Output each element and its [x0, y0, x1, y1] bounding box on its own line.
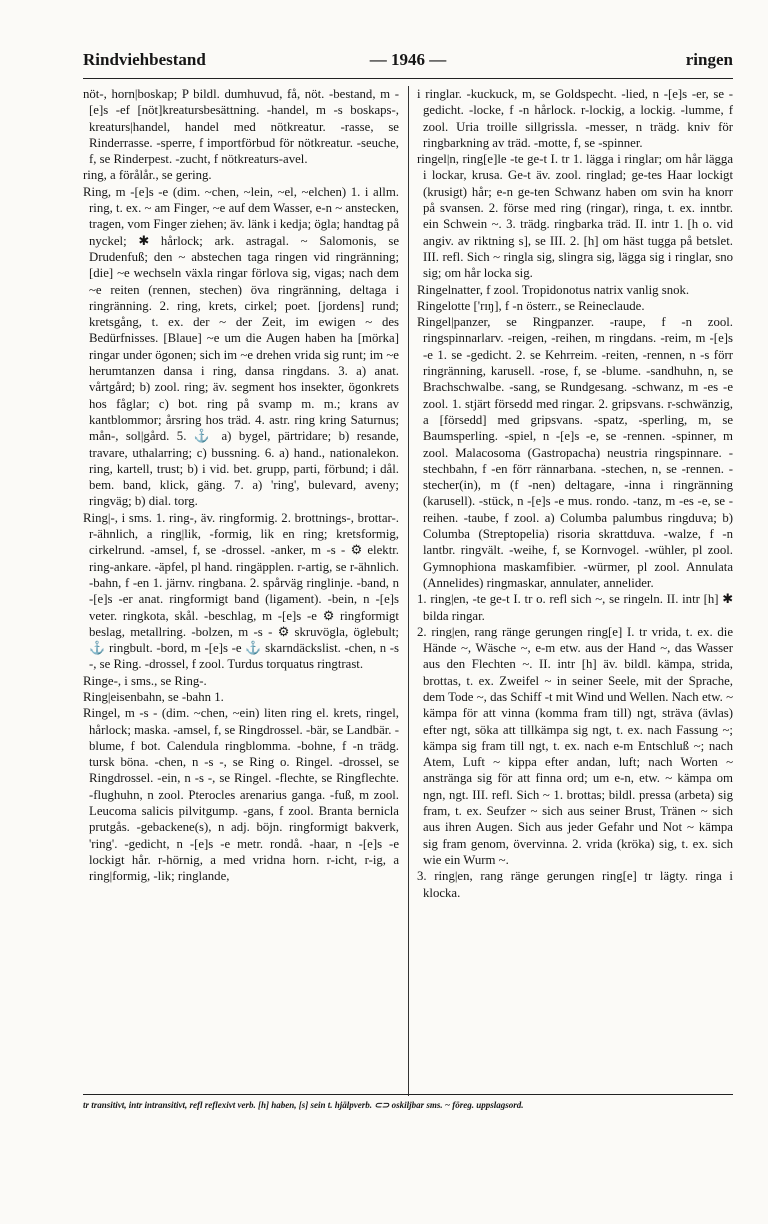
- dictionary-entry: Ring|eisenbahn, se -bahn 1.: [83, 689, 224, 704]
- running-header: [83, 50, 733, 72]
- dictionary-entry: 3. ring|en, rang ränge gerungen ring[e] tr lägty. ringa i klocka.: [417, 869, 733, 900]
- dictionary-entry: Ring, m -[e]s -e (dim. ~chen, ~lein, ~el, ~elchen) 1. i allm. ring, t. ex. ~ am Finger, ~e auf dem Wasser, e-n ~ anstecken, tragen, vom Finger ziehen; äv. länk i kedja; ögla; handtag på nyckel; ✱ hårlock; ark. astragal. ~ Salomonis, se Drudenfuß; den ~ abstechen taga ringen vid ringränning; [die] ~e wechseln växla ringar förlova sig, vigas; nach dem ~e reiten (rennen, stechen) öva ringränning, deltaga i ringränning. 2. ring, krets, cirkel; poet. [jordens] rund; kretsgång, t. ex. der ~ der Zeit, im ewigen ~ des Bedürfnisses. [Blaue] ~e um die Augen haben ha [mörka] ringar under ögonen; sich im ~e drehen vrida sig runt; im ~e herumtanzen dansa i ring, dansa ringdans. 3. a) anat. vårtgård; b) zool. ring; äv. segment hos insekter, ögonkrets hos fåglar; c) bot. ring på svamp m. m.; krans av kantblommor; årsring hos träd. 4. astr. ring kring Saturnus; mån-, sol|gård. 5. ⚓ a) bygel, pärtridare; b) resande, travare, uthalarring; c) bussning. 6. a) hand., nationalekon. ring, kartell, trust; b) i vid. bet. grupp, parti, förbund; i dål. bem. band, klick, gäng. 7. a) 'ring', bulevard, aveny; ringväg; b) dial. torg.: [83, 184, 399, 509]
- header-rule: [83, 78, 733, 79]
- dictionary-entry: nöt-, horn|boskap; P bildl. dumhuvud, få, nöt. -bestand, m -[e]s -ef [nöt]kreatursbesättning. -handel, m -s boskaps-, kreaturs|handel, handel med nötkreatur. -rasse, se Rinderrasse. -sperre, f importförbud för nötkreatur. -seuche, f, se Rinderpest. -zucht, f nötkreaturs-avel.: [83, 87, 399, 167]
- column-divider: [408, 86, 409, 1096]
- footer-rule: [83, 1094, 733, 1095]
- dictionary-entry: Ringel, m -s - (dim. ~chen, ~ein) liten ring el. krets, ringel, hårlock; maska. -amsel, f, se Ringdrossel. -bär, se Landbär. -blume, f bot. Calendula ringblomma. -bohne, f -n trädg. tursk böna. -chen, n -s -, se Ring o. Ringel. -drossel, se Ringdrossel. -ein, n -s -, se Ringel. -flechte, se Ringflechte. -flughuhn, n zool. Pterocles arenarius ganga. -fuß, m zool. Leucoma salicis pilvitgump. -gans, f zool. Branta bernicla prutgås. -gebackene(s), n adj. böjn. ringformigt bakverk, 'ring'. -gedicht, n -[e]s -e metr. rondå. -haar, n -[e]s -e lockigt hår. r-hörnig, a med vridna horn. r-icht, r-ig, a ring|formig, -lik; ringlande,: [83, 706, 399, 884]
- dictionary-entry: Ringelnatter, f zool. Tropidonotus natrix vanlig snok.: [417, 282, 690, 297]
- dictionary-entry: 2. ring|en, rang ränge gerungen ring[e] I. tr vrida, t. ex. die Hände ~, Wäsche ~, e-m etw. aus der Hand ~, das Wasser aus den Flechten ~. II. intr [h] äv. bildl. kämpa, strida, brottas, t. ex. Zweifel ~ in seiner Seele, mit der Sprache, dem Tode ~, das Schiff -t mit Wind und Wellen. Nach etw. ~ kämpa för att vinna (komma fram till) ngt, sträva (ävlas) efter ngt, söka att tillkämpa sig ngt, t. ex. nach Fassung ~; kämpa sig fram till ngt, t. ex. nach e-m Entschluß ~; nach Atem, Luft ~ kippa efter andan, luft; nach Worten ~ anstränga sig för att finna ord; um e-n, etw. ~ kämpa om ngn, ngt. III. refl. Sich ~ 1. brottas; bildl. pressa (arbeta) sig fram, t. ex. Seufzer ~ sich aus seiner Brust, Tränen ~ sich aus ihren Augen. Sich aus jeder Gefahr und Not ~ kämpa sig fram genom, övervinna. 2. vrida (kröka) sig, t. ex. sich wie ein Wurm ~.: [417, 624, 733, 867]
- left-column: [83, 86, 399, 885]
- dictionary-entry: Ringel|panzer, se Ringpanzer. -raupe, f -n zool. ringspinnarlarv. -reigen, -reihen, m ringdans. -reim, m -[e]s -e 1. se -gedicht. 2. se Kehrreim. -reiten, -rennen, n -s förr ringränning, karusell. -rose, f, se -blume. -sandhuhn, n, se Brachschwalbe. -sang, se Rundgesang. -schwanz, m -es -e zool. 1. stjärt försedd med ringar. 2. gripsvans. r-schwänzig, a [försedd] med gripsvans. -spatz, -sperling, m, se Baumsperling. -spiel, n -[e]s -e, se -rennen. -spinner, m zool. Malacosoma (Gastropacha) neustria ringspinnare. -stechbahn, f -en förr rännarbana. -stechen, n, se -rennen. -stecher(in), m (f -nen) deltagare, -inna i ringränning (karusell). -stück, n -[e]s -e mus. rondo. -tanz, m -es -e, se -reihen. -taube, f zool. a) Columba palumbus ringduva; b) Columba (Streptopelia) risoria skrattduva. -walze, f -n lantbr. ringvält. -weihe, f, se Kornvogel. -wühler, pl zool. Gymnophiona maskamfibier. -würmer, pl zool. Annulata (Annelides) ringmaskar, annulater, annelider.: [417, 315, 733, 590]
- header-last-word: ringen: [685, 50, 733, 69]
- header-first-word: Rindviehbestand: [83, 50, 206, 69]
- dictionary-entry: Ringe-, i sms., se Ring-.: [83, 673, 207, 688]
- dictionary-entry: Ring|-, i sms. 1. ring-, äv. ringformig. 2. brottnings-, brottar-. r-ähnlich, a ring|lik, -formig, lik en ring; kretsformig, cirkelrund. -amsel, f, se -drossel. -anker, m -s - ⚙ elektr. ring-ankare. -äpfel, pl hand. ringäpplen. r-artig, se r-ähnlich. -bahn, f -en 1. järnv. ringbana. 2. spårväg ringlinje. -band, n -[e]s -er anat. ringformigt band (ligament). -bein, n -[e]s veter. ringkota, skål. -beschlag, m -[e]s -e ⚙ ringformigt beslag, metallring. -bolzen, m -s - ⚙ skruvögla, öglebult; ⚓ ringbult. -bord, m -[e]s -e ⚓ skarndäckslist. -chen, n -s -, se Ring. -drossel, f zool. Turdus torquatus ringtrast.: [83, 510, 399, 672]
- dictionary-entry: 1. ring|en, -te ge-t I. tr o. refl sich ~, se ringeln. II. intr [h] ✱ bilda ringar.: [417, 592, 733, 623]
- right-column: [417, 86, 733, 901]
- dictionary-entry: ring, a förålår., se gering.: [83, 168, 212, 183]
- abbreviation-key: tr transitivt, intr intransitivt, refl reflexivt verb. [h] haben, [s] sein t. hjälpverb. ⊂⊃ oskiljbar sms. ~ föreg. uppslagsord.: [83, 1100, 524, 1110]
- page-number: — 1946 —: [369, 50, 447, 69]
- dictionary-entry: Ringelotte ['rɪŋ], f -n österr., se Reineclaude.: [417, 298, 645, 313]
- dictionary-entry: i ringlar. -kuckuck, m, se Goldspecht. -lied, n -[e]s -er, se -gedicht. -locke, f -n hårlock. r-lockig, a lockig. -lumme, f zool. Uria troille sillgrissla. -messer, n trädg. kniv för ringbarkning av träd. -motte, f, se -spinner.: [417, 87, 733, 150]
- dictionary-entry: ringel|n, ring[e]le -te ge-t I. tr 1. lägga i ringlar; om hår lägga i lockar, krusa. Ge-t äv. zool. ringlad; ge-tes Haar lockigt (krusigt) hår; e-n ge-ten Schwanz haben om svin ha knorr på svansen. 2. förse med ring (ringar), ringa, t. ex. inntbr. ein Schwein ~. 3. trädg. ringbarka träd. II. intr 1. [h o. vid angiv. av riktning s], se III. 2. [h] om häst tugga på betslet. III. refl. Sich ~ ringla sig, slingra sig, lägga sig i ringlar, sno sig; om hår locka sig.: [417, 152, 733, 281]
